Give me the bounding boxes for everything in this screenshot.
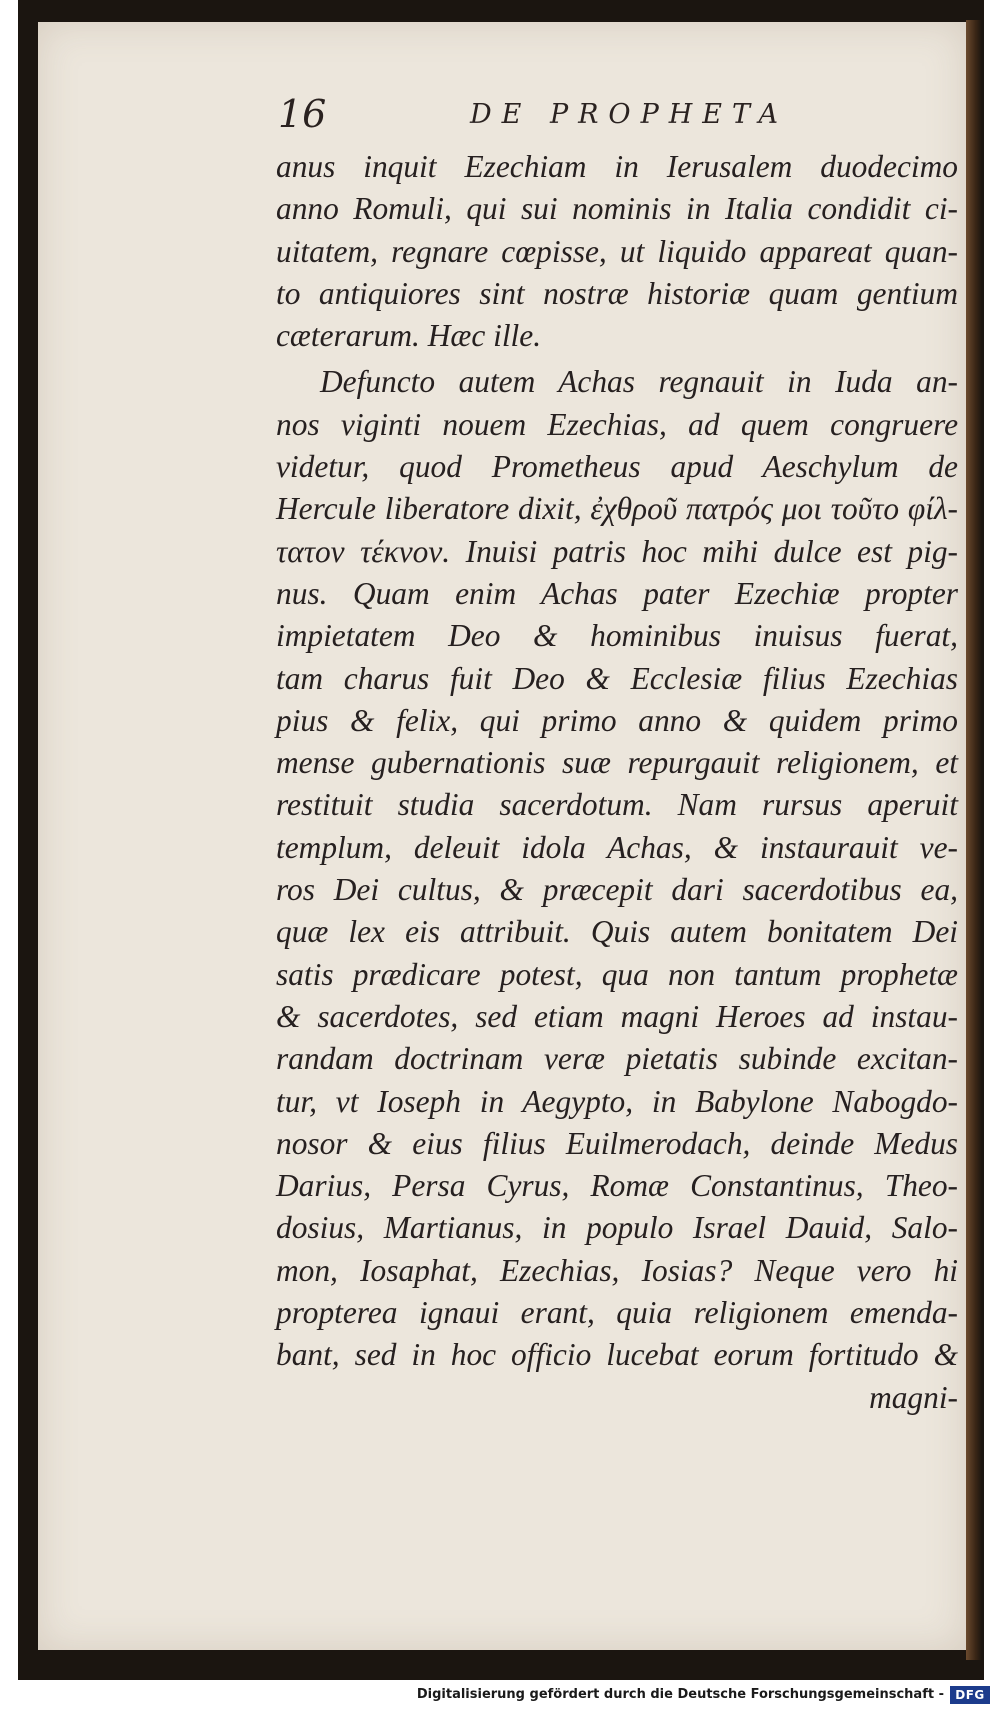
body-text [276,146,958,1419]
text-line: to antiquiores sint nostræ historiæ quam gentium [276,275,958,311]
text-line: tur, vt Ioseph in Aegypto, in Babylone Nabogdo- [276,1083,958,1119]
text-line: restituit studia sacerdotum. Nam rursus aperuit [276,787,958,823]
dfg-logo: DFG [950,1686,990,1704]
footer [0,1682,1000,1709]
text-line: & sacerdotes, sed etiam magni Heroes ad instau- [276,998,958,1034]
text-line: nos viginti nouem Ezechias, ad quem congruere [276,406,958,442]
text-line: uitatem, regnare cœpisse, ut liquido appareat quan- [276,233,958,269]
text-line: Darius, Persa Cyrus, Romæ Constantinus, Theo- [276,1168,958,1204]
text-line: pius & felix, qui primo anno & quidem primo [276,702,958,738]
text-line: bant, sed in hoc officio lucebat eorum fortitudo & [276,1337,958,1373]
text-line: tam charus fuit Deo & Ecclesiæ filius Ezechias [276,660,958,696]
running-head: DE PROPHETA [470,99,789,130]
text-line: anno Romuli, qui sui nominis in Italia condidit ci- [276,191,958,227]
text-line: nus. Quam enim Achas pater Ezechiæ propter [276,575,958,611]
text-line: randam doctrinam veræ pietatis subinde excitan- [276,1041,958,1077]
text-line: mense gubernationis suæ repurgauit religionem, et [276,745,958,781]
text-line: anus inquit Ezechiam in Ierusalem duodecimo [276,149,958,184]
text-line: dosius, Martianus, in populo Israel Dauid, Salo- [276,1210,958,1246]
text-line: nosor & eius filius Euilmerodach, deinde Medus [276,1125,958,1161]
text-line: impietatem Deo & hominibus inuisus fuerat, [276,618,958,654]
page-edge [966,20,982,1660]
page-number: 16 [278,92,327,136]
text-line: τατον τέκνον. Inuisi patris hoc mihi dulce est pig- [276,533,958,569]
text-line: satis prædicare potest, qua non tantum prophetæ [276,956,958,992]
text-line: templum, deleuit idola Achas, & instaurauit ve- [276,829,958,865]
text-line: videtur, quod Prometheus apud Aeschylum de [276,449,958,485]
text-line: quæ lex eis attribuit. Quis autem bonitatem Dei [276,914,958,950]
catchword: magni- [869,1379,958,1415]
text-line: mon, Iosaphat, Ezechias, Iosias? Neque vero hi [276,1252,958,1288]
text-line: Defuncto autem Achas regnauit in Iuda an- [320,364,958,400]
text-line: Hercule liberatore dixit, ἐχθροῦ πατρός μοι τοῦτο φίλ- [276,491,958,527]
page-header [250,84,950,140]
text-line: propterea ignaui erant, quia religionem emenda- [276,1295,958,1331]
funding-credit: Digitalisierung gefördert durch die Deutsche Forschungsgemeinschaft - [416,1687,944,1702]
text-line: cæterarum. Hæc ille. [276,318,542,354]
text-line: ros Dei cultus, & præcepit dari sacerdotibus ea, [276,872,958,908]
